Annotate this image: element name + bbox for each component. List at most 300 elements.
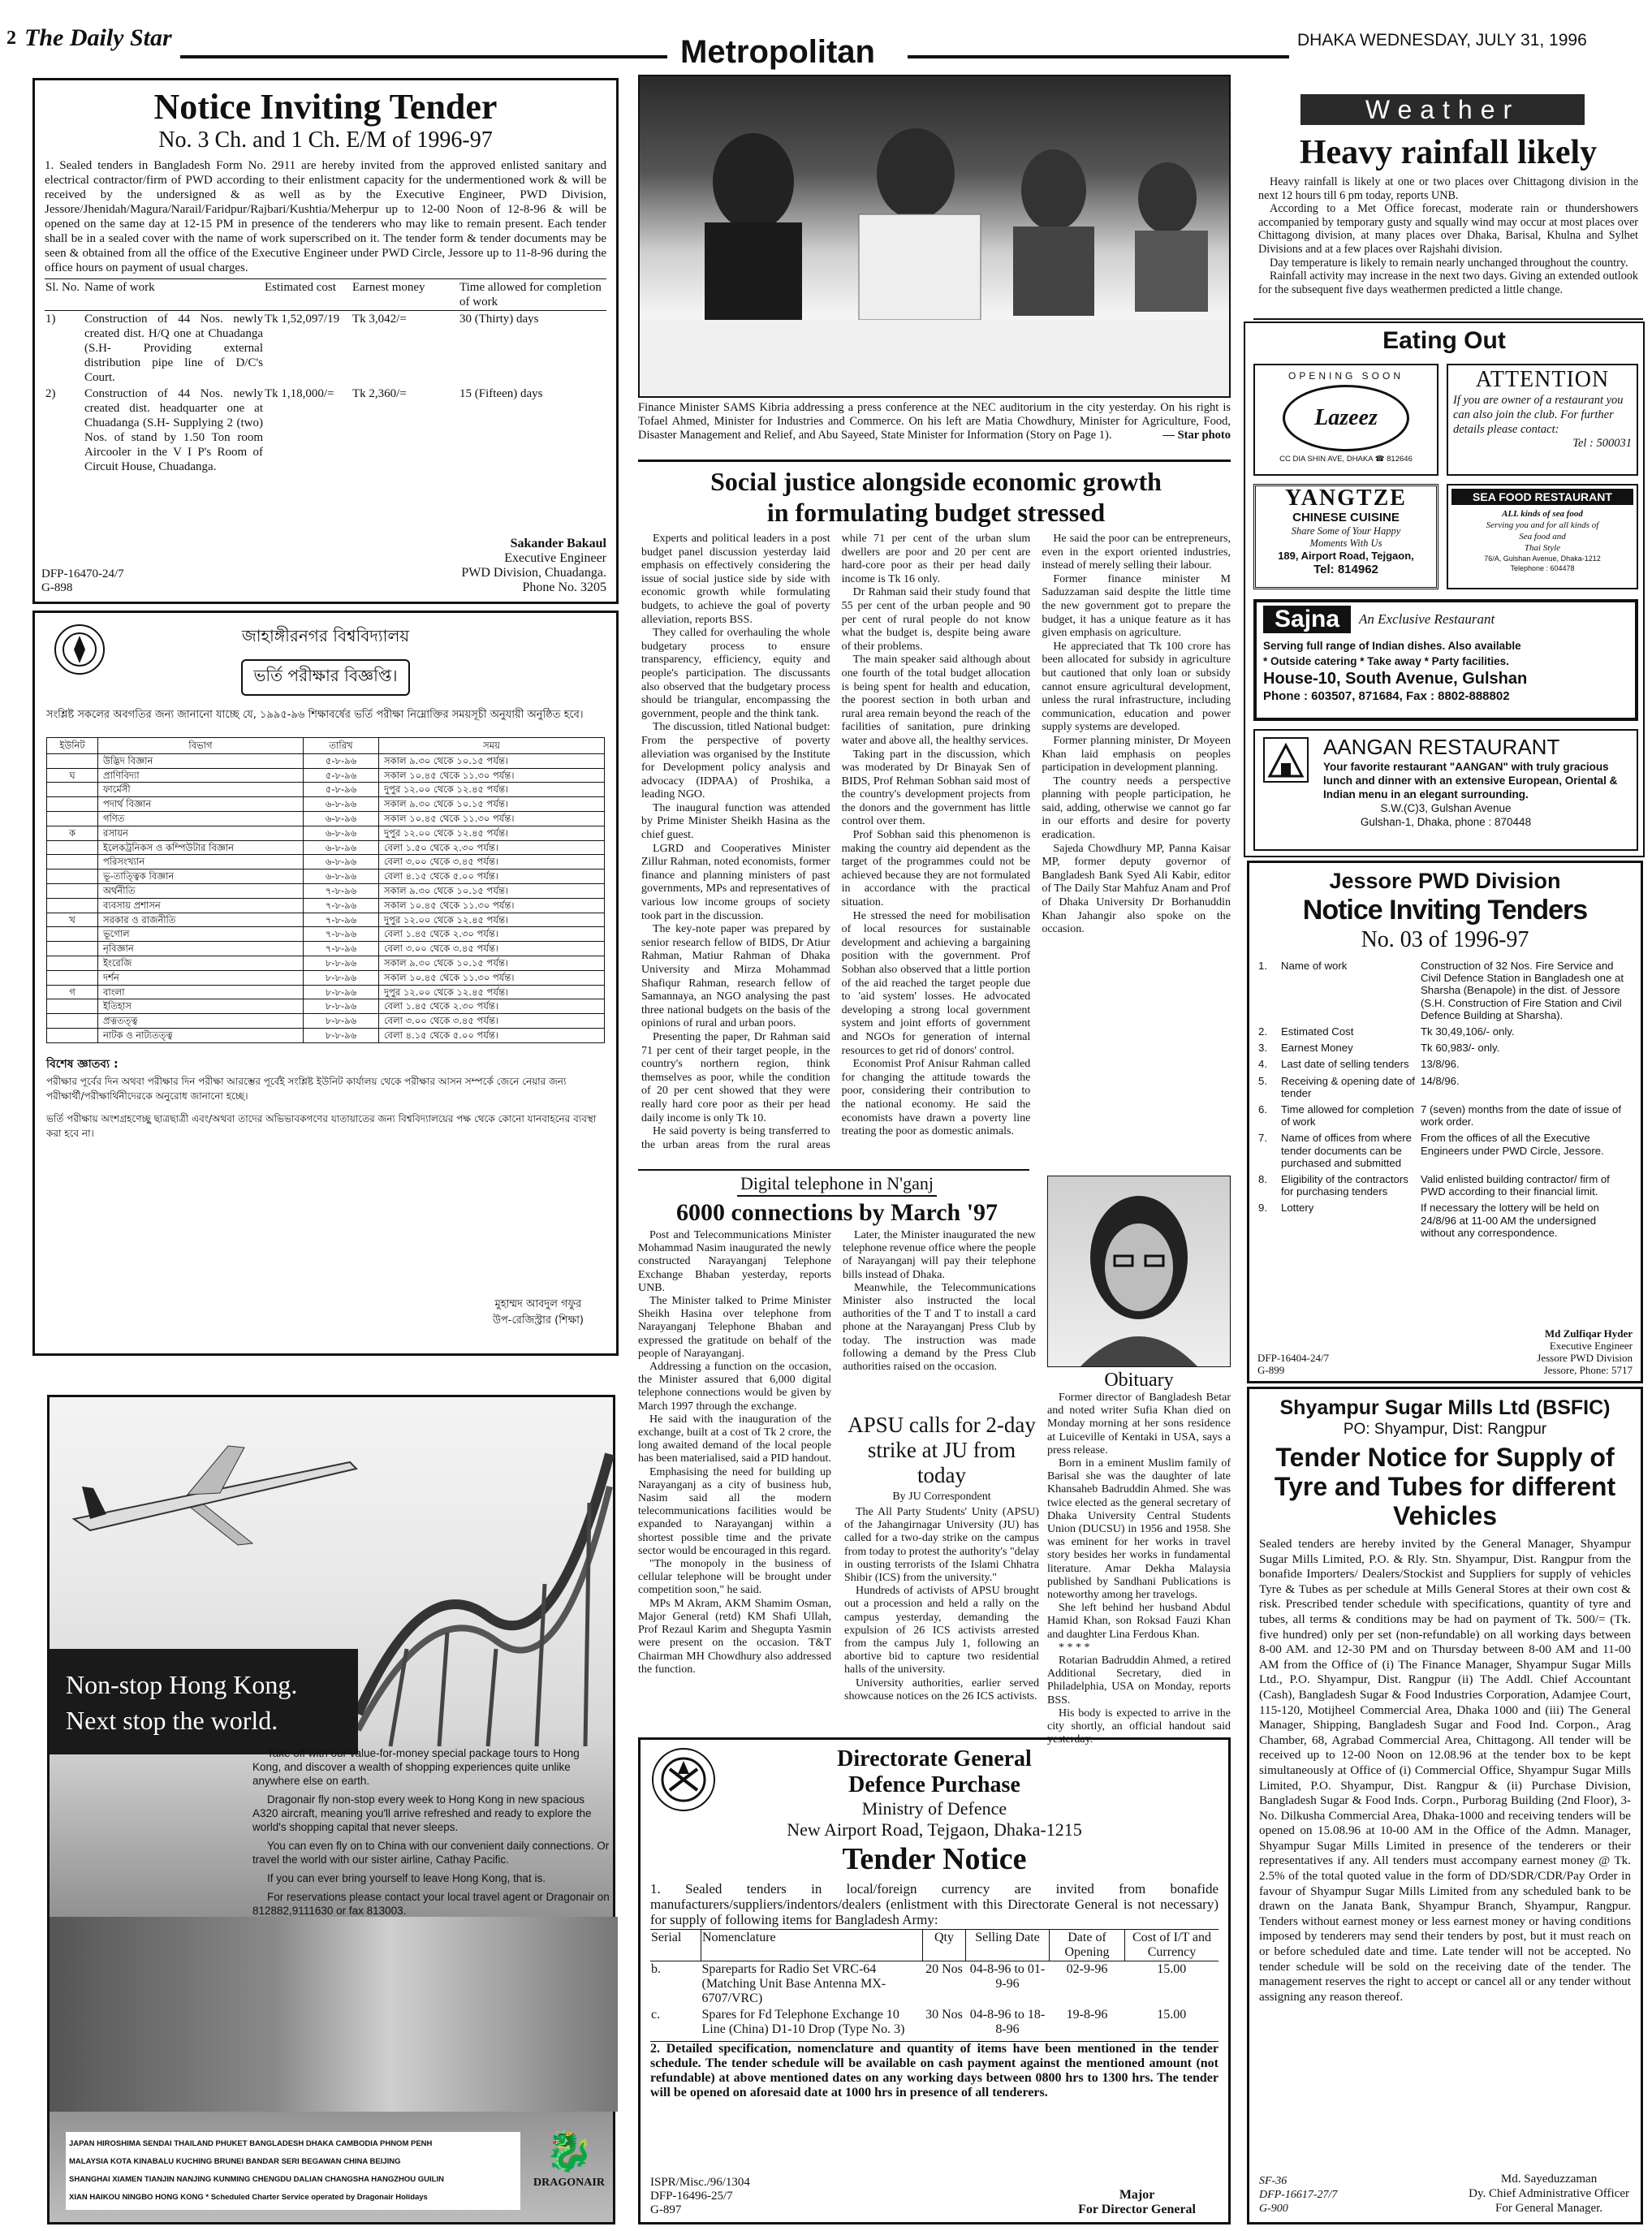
paragraph: Day temperature is likely to remain nearly unchanged throughout the country.: [1270, 256, 1628, 270]
paragraph: He said with the inauguration of the exchange, built at a cost of Tk 2 crore, the long awaited demand of the local people has been materialised, said a PID handout.: [638, 1413, 831, 1465]
cell-time: বেলা ১.৪৫ থেকে ২.৩০ পর্যন্ত।: [384, 928, 498, 940]
tender-title: Tender Notice for Supply of Tyre and Tubes for different Vehicles: [1274, 1443, 1616, 1530]
ref-line: SF-36: [1259, 2175, 1288, 2187]
cell-unit: [47, 840, 98, 855]
th-selling: Selling Date: [966, 1930, 1050, 1961]
cell-dept: পরিসংখ্যান: [98, 855, 304, 870]
paragraph: The Minister talked to Prime Minister Sheikh Hasina over telephone from Narayanganj Telephone Bhaban and expressed the gratitude on behalf of the people of Narayanganj.: [638, 1295, 831, 1360]
cell-k: Name of offices from where tender documents can be purchased and submitted: [1281, 1132, 1412, 1169]
cell-time: সকাল ১০.৪৫ থেকে ১১.৩০ পর্যন্ত।: [384, 971, 515, 983]
th-serial: Serial: [650, 1930, 701, 1961]
cell-name: Spareparts for Radio Set VRC-64 (Matching Unit Base Antenna MX-6707/VRC): [701, 1962, 886, 2005]
dragon-icon: 🐉: [545, 2130, 593, 2173]
cell-date: ৬-৮-৯৬: [304, 826, 379, 840]
paragraph: Emphasising the need for building up Narayanganj as a city of business hub, Nasim said all the modern telecommunications facilities would be expanded to Narayanganj within a shortest possible time and the private sector would be encouraged in this regard.: [638, 1465, 831, 1557]
cell-time: সকাল ১০.৪৫ থেকে ১১.৩০ পর্যন্ত।: [384, 769, 515, 781]
paragraph: Rainfall activity may increase in the next two days. Giving an extended outlook for the subsequent five days weathermen predicted a little change.: [1258, 270, 1638, 296]
cell-dept: ব্যবসায় প্রশাসন: [98, 898, 304, 913]
cell-k: Name of work: [1281, 960, 1348, 972]
defence-note: 2. Detailed specification, nomenclature and quantity of items have been mentioned in the tender schedule. The tender schedule will be available on cash payment against the mentioned amount (not refundable) at above mentioned dates on any working days between 0800 hrs to 1300 hrs. The tender will be opened on aforesaid date at 1000 hrs in presence of all tenderers.: [650, 2042, 1219, 2099]
copy-para: You can even fly on to China with our convenient daily connections. Or travel the world with our sister airline, Cathay Pacific.: [252, 1840, 610, 1866]
paragraph: They called for overhauling the whole budgetary process to ensure transparency, efficiency, equity and people's participation. The discussants also observed that the budgetary process should be triangular, encompassing the government, people and the think tank.: [641, 627, 830, 720]
cell-k: Estimated Cost: [1281, 1025, 1354, 1038]
cell-dept: গণিত: [98, 811, 304, 826]
seafood-ad: [1447, 484, 1638, 589]
seafood-line: Sea food and: [1519, 532, 1566, 542]
defence-refs: [650, 2176, 750, 2217]
sajna-name: Sajna: [1263, 606, 1351, 633]
th-time: সময়: [483, 740, 500, 751]
table-row: [47, 870, 605, 884]
table-row: [47, 999, 605, 1014]
attention-ad: [1447, 364, 1638, 476]
cell-date: ৬-৮-৯৬: [304, 797, 379, 812]
table-row: [1257, 1074, 1633, 1103]
obituary-photo: [1047, 1176, 1231, 1367]
cell-sl: 1): [45, 313, 56, 326]
cell-unit: গ: [47, 985, 98, 999]
th-date: তারিখ: [304, 738, 379, 754]
cell-date: ৭-৮-৯৬: [304, 927, 379, 942]
cell-sell: 04-8-96 to 18-8-96: [969, 2008, 1046, 2036]
paragraph: Heavy rainfall is likely at one or two places over Chittagong division in the next 12 hours till 6 pm today, reports UNB.: [1258, 175, 1638, 202]
pwd-office: Jessore PWD Division: [1329, 869, 1561, 893]
pwd-details-table: [1257, 959, 1633, 1242]
cell-time: বেলা ৪.১৫ থেকে ৫.০০ পর্যন্ত।: [384, 870, 498, 882]
cell-n: 1.: [1258, 960, 1267, 972]
exam-schedule-table: [46, 737, 605, 1043]
cell-v: 7 (seven) months from the date of issue of work order.: [1421, 1103, 1622, 1128]
cell-dept: ইতিহাস: [98, 999, 304, 1014]
th-dept: বিভাগ: [98, 738, 304, 754]
cell-date: ৫-৮-৯৬: [304, 783, 379, 797]
sugar-refs: [1259, 2174, 1337, 2216]
copy-para: For reservations please contact your local travel agent or Dragonair on 812882,9111630 or fax 813003.: [252, 1891, 610, 1917]
lazeez-badge: [1283, 385, 1409, 451]
ref-line: G-897: [650, 2203, 682, 2216]
cell-time: বেলা ১.৫০ থেকে ২.৩০ পর্যন্ত।: [384, 841, 498, 853]
signer-title: Dy. Chief Administrative Officer: [1469, 2187, 1629, 2200]
table-row: [1257, 1172, 1633, 1201]
table-row: [1257, 1057, 1633, 1073]
obituary-title: Obituary: [1104, 1370, 1174, 1391]
paragraph: Presenting the paper, Dr Rahman said 71 per cent of their target people, in the country's northern region, think themselves as poor, while the condition of 20 per cent showed that they were really hard core poor as their per head daily income is only Tk 10.: [641, 1030, 830, 1124]
table-row: [47, 883, 605, 898]
cell-n: 9.: [1258, 1202, 1267, 1215]
th-nomenclature: Nomenclature: [701, 1930, 923, 1961]
notice-intro: সংশ্লিষ্ট সকলের অবগতির জন্য জানানো যাচ্ছে যে, ১৯৯৫-৯৬ শিক্ষাবর্ষের ভর্তি পরীক্ষা নিম্নোক্তির সময়সূচী অনুযায়ী অনুষ্ঠিত হবে।: [46, 709, 584, 721]
defence-intro: 1. Sealed tenders in local/foreign currency are invited from bonafide manufacturers/suppliers/indentors/dealers (enlistment with this Directorate General is not necessary) for supply of following items for Bangladesh Army:: [650, 1881, 1219, 1927]
cell-unit: [47, 927, 98, 942]
cell-unit: [47, 999, 98, 1014]
pwd-signature: [1537, 1327, 1633, 1376]
cell-date: ৮-৮-৯৬: [304, 956, 379, 970]
cell-date: ৭-৮-৯৬: [304, 942, 379, 956]
cell-time: 15 (Fifteen) days: [459, 387, 543, 400]
copy-para: Take off with our value-for-money special package tours to Hong Kong, and discover a wealth of shopping experiences quite unlike anywhere else on earth.: [252, 1747, 580, 1787]
university-seal-icon: [54, 624, 105, 675]
cell-date: ৬-৮-৯৬: [304, 840, 379, 855]
paragraph: University authorities, earlier served showcause notices on the 26 ICS activists.: [844, 1676, 1039, 1702]
cell-date: ৮-৮-৯৬: [304, 970, 379, 985]
cell-unit: [47, 783, 98, 797]
th-cost: Cost of I/T and Currency: [1132, 1931, 1212, 1959]
aangan-address: S.W.(C)3, Gulshan Avenue: [1380, 802, 1512, 814]
defence-address: New Airport Road, Tejgaon, Dhaka-1215: [787, 1819, 1082, 1840]
yangtze-tel: Tel: 814962: [1313, 563, 1378, 576]
cell-time: সকাল ১০.৪৫ থেকে ১১.৩০ পর্যন্ত।: [384, 899, 515, 911]
caption-text: Finance Minister SAMS Kibria addressing a press conference at the NEC auditorium in the city yesterday. On his right is Tofael Ahmed, Minister for Industries and Commerce. On his left are Matia Chowdhury, Minister for Agriculture, Food, Disaster Management and Relief, and Abu Sayeed, State Minister for Information (Story on Page 1).: [638, 401, 1231, 442]
logo-text: DRAGONAIR: [533, 2177, 605, 2189]
seafood-name: SEA FOOD RESTAURANT: [1451, 489, 1633, 505]
cell-dept: ফার্মেসী: [98, 783, 304, 797]
yangtze-address: 189, Airport Road, Tejgaon,: [1278, 550, 1414, 562]
story-headline-1: Social justice alongside economic growth: [710, 467, 1162, 496]
table-row: [47, 985, 605, 999]
cell-time: বেলা ৩.০০ থেকে ৩.৪৫ পর্যন্ত।: [384, 1015, 498, 1027]
paragraph: The country needs a perspective planning with people participation, he said, adding, otherwise we cannot go far in our efforts and desire for poverty eradication.: [1042, 775, 1231, 842]
defence-ministry: Ministry of Defence: [861, 1798, 1007, 1819]
cell-n: 6.: [1258, 1103, 1267, 1116]
destinations-line: XIAN HAIKOU NINGBO HONG KONG * Scheduled Charter Service operated by Dragonair Holidays: [69, 2193, 428, 2202]
th-qty: Qty: [923, 1930, 966, 1961]
cell-dept: দর্শন: [98, 970, 304, 985]
cell-unit: [47, 970, 98, 985]
cell-work: Construction of 44 Nos. newly created dist. headquarter one at Chuadanga (S.H- Supplying 2 (two) Nos. of stand by 1.50 Ton room Aircooler in the V I P's Room of Circuit House, Chuadanga.: [84, 387, 263, 473]
cell-cost: Tk 1,18,000/=: [265, 387, 334, 400]
dfp-number: DFP-16470-24/7: [41, 567, 124, 580]
seafood-address: 76/A, Gulshan Avenue, Dhaka-1212: [1484, 555, 1601, 563]
shopping-image: [50, 1917, 618, 2112]
lazeez-opening: OPENING SOON: [1288, 370, 1404, 382]
paragraph: He said the poor can be entrepreneurs, even in the export oriented industries, instead of merely selling their labour.: [1042, 533, 1231, 572]
table-row: [47, 797, 605, 812]
th-sl: Sl. No.: [45, 281, 80, 294]
eating-out-section: [1244, 321, 1645, 857]
paragraph: Hundreds of activists of APSU brought out a procession and held a rally on the campus yesterday, demanding the expulsion of 26 ICS activists arrested from the campus July 1, following an abortive bid to capture two residential halls of the university.: [844, 1585, 1039, 1676]
g-number: G-899: [1257, 1364, 1285, 1376]
cell-earnest: Tk 2,360/=: [352, 387, 407, 400]
table-row: [47, 927, 605, 942]
defence-emblem-icon: [652, 1748, 715, 1811]
cell-cost: 15.00: [1157, 1962, 1187, 1976]
aangan-phone: Gulshan-1, Dhaka, phone : 870448: [1360, 816, 1532, 828]
signer-title: উপ-রেজিস্ট্রার (শিক্ষা): [492, 1314, 584, 1327]
story-kicker: Digital telephone in N'ganj: [737, 1172, 937, 1197]
cell-dept: পদার্থ বিজ্ঞান: [98, 797, 304, 812]
cell-dept: ইলেকট্রনিকস ও কম্পিউটার বিজ্ঞান: [98, 840, 304, 855]
cell-dept: উদ্ভিদ বিজ্ঞান: [98, 753, 304, 768]
cell-open: 02-9-96: [1066, 1962, 1108, 1976]
copy-para: Dragonair fly non-stop every week to Hong Kong in new spacious A320 aircraft, meaning you'll arrive refreshed and ready to explore the world's shopping capital that never sleeps.: [252, 1793, 592, 1833]
tender-title: Notice Inviting Tender: [153, 87, 498, 127]
ref-line: G-900: [1259, 2203, 1288, 2215]
seafood-line: Serving you and for all kinds of: [1486, 520, 1599, 530]
paragraph: Former finance minister M Saduzzaman said despite the little time the new government got to prepare the budget, it has a unique feature as it has given emphasis on agriculture.: [1042, 572, 1231, 640]
sajna-line: House-10, South Avenue, Gulshan: [1263, 670, 1528, 688]
cell-v: Tk 30,49,106/- only.: [1421, 1025, 1515, 1038]
cell-qty: 20 Nos: [925, 1962, 963, 1976]
page-number: 2: [6, 28, 16, 49]
signer-name: মুহাম্মদ আবদুল গফুর: [494, 1298, 582, 1310]
dateline: DHAKA WEDNESDAY, JULY 31, 1996: [1297, 31, 1587, 50]
sajna-line: * Outside catering * Take away * Party facilities.: [1263, 655, 1509, 667]
story-headline-2: in formulating budget stressed: [766, 498, 1106, 527]
sajna-line: Phone : 603507, 871684, Fax : 8802-888802: [1263, 689, 1510, 703]
aangan-name: AANGAN RESTAURANT: [1323, 735, 1560, 759]
signer-title: For Director General: [1078, 2203, 1196, 2216]
sugar-signature: [1469, 2172, 1629, 2216]
signer-name: Sakander Bakaul: [510, 537, 606, 550]
table-row: [1257, 959, 1633, 1025]
story-byline: By JU Correspondent: [892, 1491, 991, 1503]
cell-earnest: Tk 3,042/=: [352, 313, 407, 326]
table-row: [47, 840, 605, 855]
dfp-ref: [41, 567, 124, 595]
cell-dept: সরকার ও রাজনীতি: [98, 913, 304, 927]
pwd-title: Notice Inviting Tenders: [1302, 895, 1588, 926]
cell-unit: [47, 753, 98, 768]
table-row: [1257, 1103, 1633, 1131]
table-row: [47, 970, 605, 985]
seafood-line: Thai Style: [1524, 543, 1561, 553]
pwd-refs: [1257, 1352, 1329, 1376]
cell-date: ৬-৮-৯৬: [304, 870, 379, 884]
cell-time: দুপুর ১২.০০ থেকে ১২.৪৫ পর্যন্ত।: [384, 826, 509, 839]
paragraph: The main speaker said although about one fourth of the total budget allocation is being spent for health and education, the poorest section in both urban and rural area remain beyond the reach of the facilities of sanitation, pure drinking water and above all, the healthy services.: [841, 654, 1031, 747]
paragraph: Later, the Minister inaugurated the new telephone revenue office where the people of Narayanganj will pay their telephone bills instead of Dhaka.: [843, 1229, 1036, 1281]
table-row: [45, 311, 606, 386]
paragraph: * * * *: [1059, 1641, 1090, 1654]
paragraph: His body is expected to arrive in the city shortly, an official handout said yesterday.: [1047, 1707, 1231, 1746]
cell-qty: 30 Nos: [925, 2008, 963, 2022]
table-row: [47, 855, 605, 870]
cell-time: সকাল ১০.৪৫ থেকে ১১.৩০ পর্যন্ত।: [384, 812, 515, 824]
weather-kicker-box: [1300, 94, 1585, 125]
table-row: [47, 768, 605, 783]
cell-date: ৫-৮-৯৬: [304, 768, 379, 783]
cell-dept: নৃবিজ্ঞান: [98, 942, 304, 956]
table-row: [47, 913, 605, 927]
cell-k: Receiving & opening date of tender: [1281, 1074, 1415, 1099]
cell-k: Time allowed for completion of work: [1281, 1103, 1414, 1128]
dfp-number: DFP-16404-24/7: [1257, 1352, 1330, 1364]
pwd-subtitle: No. 03 of 1996-97: [1361, 927, 1529, 952]
attention-tel: Tel : 500031: [1572, 437, 1632, 450]
org-po: PO: Shyampur, Dist: Rangpur: [1343, 1421, 1547, 1438]
cell-serial: b.: [651, 1962, 661, 1976]
cell-date: ৭-৮-৯৬: [304, 883, 379, 898]
lazeez-name: Lazeez: [1314, 405, 1378, 430]
defence-purchase-tender: [638, 1737, 1231, 2225]
notice-heading: ভর্তি পরীক্ষার বিজ্ঞপ্তি।: [241, 659, 411, 696]
cell-dept: অর্থনীতি: [98, 883, 304, 898]
cell-v: Tk 60,983/- only.: [1421, 1042, 1500, 1055]
cell-unit: [47, 797, 98, 812]
cell-n: 5.: [1258, 1074, 1267, 1087]
paragraph: The inaugural function was attended by Prime Minister Sheikh Hasina as the chief guest.: [641, 801, 830, 842]
story-headline: 6000 connections by March '97: [675, 1199, 999, 1226]
signer-title: Executive Engineer: [1549, 1340, 1633, 1352]
cell-k: Last date of selling tenders: [1281, 1058, 1409, 1071]
th-cost: Estimated cost: [265, 281, 336, 294]
th-opening: Date of Opening: [1050, 1930, 1125, 1961]
defence-signature: [1078, 2188, 1196, 2217]
signer-office: PWD Division, Chuadanga.: [461, 566, 606, 580]
cell-dept: রসায়ন: [98, 826, 304, 840]
cell-n: 2.: [1258, 1025, 1267, 1038]
th-work: Name of work: [84, 281, 155, 294]
cell-time: বেলা ৩.০০ থেকে ৩.৪৫ পর্যন্ত।: [384, 943, 498, 955]
signer-title: Executive Engineer: [504, 551, 606, 565]
attention-title: ATTENTION: [1475, 367, 1610, 392]
paragraph: Experts and political leaders in a post budget panel discussion yesterday laid emphasis on effectively considering the issue of social justice side by side with economic growth while formulating budgets, to achieve the goal of poverty alleviation, reports BSS.: [641, 533, 830, 626]
yangtze-ad: [1253, 484, 1438, 589]
defence-title-2: Defence Purchase: [848, 1772, 1020, 1797]
cell-unit: [47, 870, 98, 884]
cell-time: সকাল ৯.৩০ থেকে ১০.১৫ পর্যন্ত।: [384, 884, 509, 896]
cell-n: 3.: [1258, 1042, 1267, 1055]
lazeez-ad: [1253, 364, 1438, 476]
cell-k: Earnest Money: [1281, 1042, 1353, 1055]
seafood-tel: Telephone : 604478: [1510, 564, 1575, 572]
aangan-ad: [1253, 729, 1638, 851]
org-name: Shyampur Sugar Mills Ltd (BSFIC): [1279, 1396, 1611, 1419]
paragraph: According to a Met Office forecast, moderate rain or thundershowers accompanied by temporary gusty and squally wind may occur at most places over Chittagong division, at many places over Dhaka, Barisal, Khulna and Sylhet Divisions and at a few places over Rajshahi division.: [1258, 202, 1638, 256]
table-row: [47, 753, 605, 768]
masthead: [0, 0, 1652, 68]
cell-open: 19-8-96: [1066, 2008, 1108, 2022]
cell-dept: প্রাণিবিদ্যা: [98, 768, 304, 783]
cell-cost: Tk 1,52,097/19: [265, 313, 340, 326]
note-title: বিশেষ জ্ঞাতব্য :: [46, 1057, 119, 1071]
social-justice-story: [641, 466, 1231, 1164]
tender-body: Sealed tenders are hereby invited by the General Manager, Shyampur Sugar Mills Limited, P.O. & Rly. Stn. Shyampur, Dist. Rangpur from the bonafide Importers/ Dealers/Stockist and Suppliers for supply of vehicles Tyre & Tubes as per schedule at Mills General Stores at their own cost & risk. Prescribed tender schedule with specifications, quantity of tyre and tubes, all terms & conditions may be had on payment of Tk. 500/= (Tk. five hundred) only per set (non-refundable) on all working days between 8-00 AM. and 12-30 PM and on Thursday between 8-00 AM and 11-00 AM from the Office of (i) The Finance Manager, Shyampur Sugar Mills Ltd., P.O. Shyampur, Dist. Rangpur (ii) The Addl. Chief Accountant (Cash), Bangladesh Sugar & Food Industries Corporation, Adamjee Court, 115-120, Motijheel Commercial Area, Dhaka 1000 and (iii) The General Manager, Shipping, Bangladesh Sugar and Food Ind. Corpon., Arag Chamber, 68, Agrabad Commercial Area, Chittagong. All tender will be received up to 12-00 Noon on 12.08.96 at the tender box to be kept simultaneously at Office of (i) Commercial Office, Shyampur Sugar Mills Limited, P.O. Shyampur, Dist. Rangpur & (ii) Purchase Division, Bangladesh Sugar & Food Inds. Corpn., Purborag Building (2nd Floor), 3-No. Dilkusha Commercial Area, Dhaka-1000 and receiving tenders will be opened on 15.08.96 at 10-00 AM in the Office of the Admn. Manager, Shyampur Sugar Mills Limited in presence of the tenderers or their representatives if any. All tenders must accompany earnest money @ Tk. 2.5% of the total quoted value in the form of DD/SDR/CDR/Pay Order in favour of Shyampur Sugar Mills Limited from any scheduled bank to be drawn on the Janata Bank, Shyampur Branch, Shyampur, Rangpur. Tenders without earnest money or less earnest money or having conditions imposed by tenderers may send their tenders by post, but it must reach on or before scheduled date and time. Late tender will not be accepted. No tender schedule will be sold on the receiving date of the tender. The management reserves the right to accept or cancel all or any tender without assigning any reason thereof.: [1259, 1537, 1631, 2004]
cell-unit: [47, 942, 98, 956]
cell-unit: [47, 883, 98, 898]
table-row: [47, 1014, 605, 1029]
paragraph: Dr Rahman said their study found that 55 per cent of the urban people and 90 per cent of rural people do not know what the budget is, despite being aware of their problems.: [841, 586, 1031, 653]
th-unit: ইউনিট: [47, 738, 98, 754]
cell-k: Eligibility of the contractors for purchasing tenders: [1281, 1173, 1408, 1198]
cell-v: If necessary the lottery will be held on 24/8/96 at 11-00 AM the undersigned without any correspondence.: [1421, 1202, 1599, 1239]
paragraph: "The monopoly in the business of cellular telephone will be brought under competition soon," he said.: [638, 1558, 831, 1597]
seafood-line: ALL kinds of sea food: [1502, 509, 1583, 519]
paragraph: Rotarian Badruddin Ahmed, a retired Additional Secretary, died in Philadelphia, USA on Monday, reports BSS.: [1047, 1655, 1231, 1707]
destinations-line: JAPAN HIROSHIMA SENDAI THAILAND PHUKET BANGLADESH DHAKA CAMBODIA PHNOM PENH: [69, 2139, 433, 2148]
defence-items-table: [650, 1929, 1219, 2038]
cell-date: ৮-৮-৯৬: [304, 985, 379, 999]
paragraph: The All Party Students' Unity (APSU) of the Jahangirnagar University (JU) has called for a two-day strike on the campus from today to protest the authority's "delay in ousting terrorists of the Islami Chhatra Shibir (ICS) from the university.": [844, 1506, 1039, 1585]
cell-dept: ভূগোল: [98, 927, 304, 942]
table-row: [1257, 1201, 1633, 1242]
defence-title-1: Directorate General: [837, 1746, 1032, 1771]
table-row: [45, 386, 606, 475]
cell-k: Lottery: [1281, 1202, 1314, 1215]
signer-office: For General Manager.: [1495, 2202, 1603, 2215]
paragraph: Prof Sobhan said this phenomenon is making the country aid dependent as the target of the programmes could not be achieved because they are not formulated in accordance with the practical situation.: [841, 829, 1031, 909]
ju-signature: [493, 1297, 584, 1329]
tender-notice-heading: Tender Notice: [842, 1842, 1027, 1876]
cell-dept: নাটক ও নাট্যতত্ত্ব: [98, 1028, 304, 1042]
cell-date: ৬-৮-৯৬: [304, 811, 379, 826]
press-conference-photo: [638, 75, 1231, 398]
cell-date: ৭-৮-৯৬: [304, 898, 379, 913]
cell-time: 30 (Thirty) days: [459, 313, 539, 326]
yangtze-tagline: Share Some of Your Happy: [1291, 525, 1401, 537]
obituary-body: [1047, 1392, 1231, 1746]
cell-work: Construction of 44 Nos. newly created dist. H/Q one at Chuadanga (S.H- Providing external distribution pipe line of D/C's Court.: [84, 313, 263, 384]
ad-copy: [252, 1746, 610, 1918]
story-body: [641, 533, 1231, 1164]
weather-kicker: Weather: [1365, 95, 1520, 124]
cell-n: 7.: [1258, 1132, 1267, 1145]
sajna-tagline: An Exclusive Restaurant: [1359, 611, 1495, 627]
sajna-ad: [1253, 599, 1638, 721]
pwd-chuadanga-tender: [32, 78, 619, 604]
headline-box: [50, 1649, 358, 1754]
paragraph: Addressing a function on the occasion, the Minister assured that 6,000 digital telephone connections would be given by March 1997 through the exchange.: [638, 1361, 831, 1413]
paragraph: Born in a eminent Muslim family of Barisal she was the daughter of late Khansaheb Badruddin Ahmed. She was twice elected as the general secretary of Dhaka University Central Students Union (DUCSU) in 1956 and 1958. She was eminent for her works in travel story besides her works in fundamental literature. Amar Dekha Malaysia published by Sandhani Publications is noteworthy among her travelogs.: [1047, 1457, 1231, 1602]
tender-body: 1. Sealed tenders in Bangladesh Form No. 2911 are hereby invited from the approved enlisted sanitary and electrical contractor/firm of PWD according to their enlistment capacity for the undermentioned work & will be received by the undersigned & as well as by the Executive Engineer, PWD Division, Jessore/Jhenidah/Magura/Narail/Faridpur/Rajbari/Kushtia/Meherpur up to 12-00 Noon of 12-8-96 & will be opened on the same day at 12-15 PM in presence of the tenderers who may like to remain present. Each tender shall be in a sealed cover with the name of work superscribed on it. The tender form & tender documents may be seen & obtained from all the office of the Executive Engineer under PWD Circle, Jessore up to 11-8-96 during the office hours on payment of usual charges.: [45, 159, 606, 274]
table-row: [47, 783, 605, 797]
cell-time: বেলা ৩.০০ থেকে ৩.৪৫ পর্যন্ত।: [384, 856, 498, 868]
obituary-story: [1047, 1369, 1231, 1746]
cell-date: ৫-৮-৯৬: [304, 753, 379, 768]
headline-2: Next stop the world.: [66, 1706, 278, 1735]
cell-time: দুপুর ১২.০০ থেকে ১২.৪৫ পর্যন্ত।: [384, 783, 509, 796]
cell-unit: [47, 956, 98, 970]
cell-v: From the offices of all the Executive Engineers under PWD Circle, Jessore.: [1421, 1132, 1604, 1157]
paragraph: He said poverty is being transferred to the urban areas from the rural areas while 71 per cent of the urban slum dwellers are poor and 20 per cent are hard-core poor as their per head daily income is Tk 16 only.: [641, 533, 1031, 1151]
story-headline: APSU calls for 2-day strike at JU from today: [848, 1413, 1036, 1487]
cell-v: Valid enlisted building contractor/ firm of PWD according to their financial limit.: [1421, 1173, 1610, 1198]
yangtze-name: YANGTZE: [1285, 485, 1407, 511]
cell-n: 8.: [1258, 1173, 1267, 1186]
cell-cost: 15.00: [1157, 2008, 1187, 2022]
cell-date: ৮-৮-৯৬: [304, 1028, 379, 1042]
destinations-line: MALAYSIA KOTA KINABALU KUCHING BRUNEI BANDAR SERI BEGAWAN CHINA BEIJING: [69, 2157, 401, 2166]
dragonair-logo: [528, 2128, 610, 2217]
signer-rank: Major: [1119, 2188, 1155, 2202]
table-row: [47, 1028, 605, 1042]
paragraph: LGRD and Cooperatives Minister Zillur Rahman, noted economists, former finance and planning ministers of past governments, MPs and representatives of various low income groups of society took part in the discussion.: [641, 842, 830, 922]
headline-1: Non-stop Hong Kong.: [66, 1670, 298, 1699]
story-body: [844, 1506, 1039, 1703]
airplane-image: [58, 1430, 366, 1551]
note-2: ভর্তি পরীক্ষায় অংশগ্রহণেচ্ছু ছাত্রছাত্রী এবং/অথবা তাদের অভিভাবকগণের যাতায়াতের জন্য বিশ্ববিদ্যালয়ের পক্ষ থেকে কোনো যানবাহনের ব্যবস্থা করা হবে না।: [46, 1112, 597, 1139]
paragraph: Post and Telecommunications Minister Mohammad Nasim inaugurated the newly constructed Narayanganj Telephone Exchange Bhaban yesterday, reports UNB.: [638, 1229, 831, 1294]
paragraph: Former planning minister, Dr Moyeen Khan laid emphasis on peoples participation in development planning.: [1042, 734, 1231, 775]
tender-table: [45, 278, 606, 475]
signer-name: Md Zulfiqar Hyder: [1544, 1327, 1633, 1340]
cell-time: দুপুর ১২.০০ থেকে ১২.৪৫ পর্যন্ত।: [384, 913, 509, 926]
paragraph: Former director of Bangladesh Betar and noted writer Sufia Khan died on Monday morning at her sons residence at Luiceville of Kentaki in USA, says a press release.: [1047, 1392, 1231, 1456]
apsu-story: [844, 1413, 1039, 1713]
cell-sell: 04-8-96 to 01-9-96: [969, 1962, 1046, 1991]
cell-n: 4.: [1258, 1058, 1267, 1071]
cell-serial: c.: [651, 2008, 661, 2022]
destination-list: [66, 2132, 520, 2210]
university-name: জাহাঙ্গীরনগর বিশ্ববিদ্যালয়: [241, 626, 410, 645]
cell-dept: ভূ-তাত্ত্বিক বিজ্ঞান: [98, 870, 304, 884]
cell-date: ৬-৮-৯৬: [304, 855, 379, 870]
caption-credit: — Star photo: [1162, 429, 1231, 442]
cell-unit: [47, 855, 98, 870]
dragonair-ad: [47, 1395, 615, 2225]
cell-date: ৮-৮-৯৬: [304, 999, 379, 1014]
cell-dept: প্রত্নতত্ত্ব: [98, 1014, 304, 1029]
